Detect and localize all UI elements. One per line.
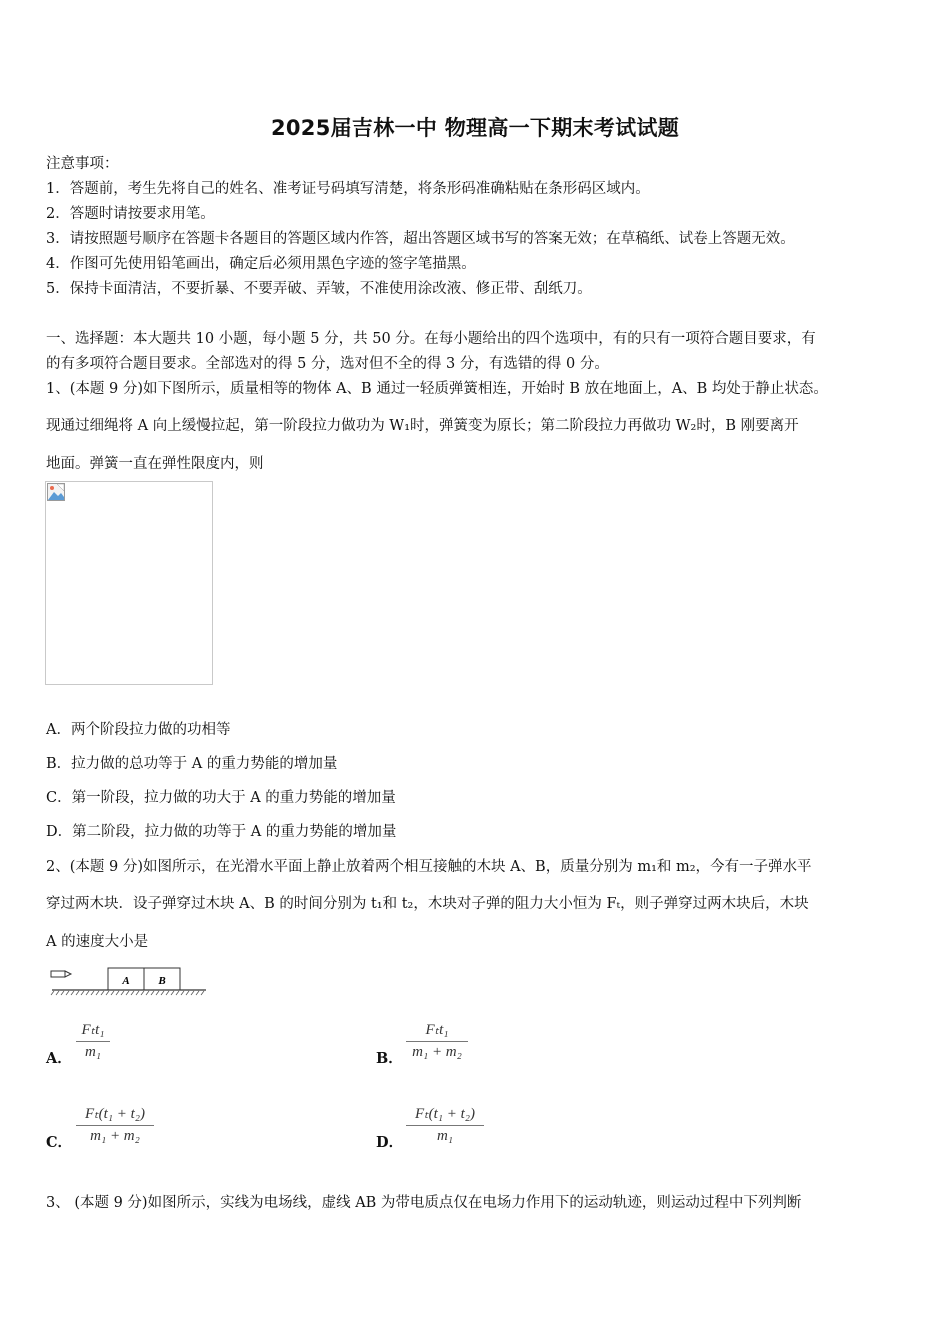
fraction-bar bbox=[406, 1041, 468, 1042]
question-1-text: 地面。弹簧一直在弹性限度内，则 bbox=[46, 456, 264, 472]
question-2-figure bbox=[48, 964, 210, 998]
fraction-denominator: m₁ bbox=[436, 1128, 454, 1144]
notice-heading: 注意事项： bbox=[46, 156, 119, 172]
fraction-numerator: Fₜ(t₁ + t₂) bbox=[415, 1106, 475, 1122]
notice-item: 3．请按照题号顺序在答题卡各题目的答题区域内作答，超出答题区域书写的答案无效；在草稿纸、试卷上答题无效。 bbox=[46, 231, 795, 247]
notice-item: 4．作图可先使用铅笔画出，确定后必须用黑色字迹的签字笔描黑。 bbox=[46, 256, 476, 272]
question-1-option-c: C．第一阶段，拉力做的功大于 A 的重力势能的增加量 bbox=[46, 790, 396, 806]
question-3-text: 3、 (本题 9 分)如图所示，实线为电场线，虚线 AB 为带电质点仅在电场力作用下的运动轨迹，则运动过程中下列判断 bbox=[46, 1195, 802, 1211]
fraction-bar bbox=[76, 1125, 154, 1126]
page-title: 2025届吉林一中 物理高一下期末考试试题 bbox=[270, 116, 680, 140]
notice-item: 5．保持卡面清洁，不要折暴、不要弄破、弄皱，不准使用涂改液、修正带、刮纸刀。 bbox=[46, 281, 592, 297]
question-2-option-c-label: C． bbox=[46, 1134, 73, 1151]
fraction-bar bbox=[76, 1041, 110, 1042]
notice-item: 1．答题前，考生先将自己的姓名、准考证号码填写清楚，将条形码准确粘贴在条形码区域内。 bbox=[46, 181, 650, 197]
question-1-text: 1、(本题 9 分)如下图所示，质量相等的物体 A、B 通过一轻质弹簧相连，开始时 B 放在地面上，A、B 均处于静止状态。 bbox=[46, 381, 828, 397]
broken-image-icon bbox=[47, 483, 65, 501]
section-intro: 的有多项符合题目要求。全部选对的得 5 分，选对但不全的得 3 分，有选错的得 0 分。 bbox=[46, 356, 609, 372]
fraction-denominator: m₁ + m₂ bbox=[90, 1128, 140, 1144]
question-2-option-b-formula bbox=[406, 1020, 468, 1061]
fraction-bar bbox=[406, 1125, 484, 1126]
fraction-numerator: Fₜt₁ bbox=[425, 1022, 449, 1038]
block-b-label: B bbox=[158, 975, 166, 987]
fraction-numerator: Fₜt₁ bbox=[81, 1022, 105, 1038]
question-1-text: 现通过细绳将 A 向上缓慢拉起，第一阶段拉力做功为 W₁时，弹簧变为原长；第二阶段拉力再做功 W₂时，B 刚要离开 bbox=[46, 418, 799, 434]
fraction-denominator: m₁ + m₂ bbox=[412, 1044, 462, 1060]
question-2-text: 2、(本题 9 分)如图所示，在光滑水平面上静止放着两个相互接触的木块 A、B，质量分别为 m₁和 m₂，今有一子弹水平 bbox=[46, 859, 812, 875]
question-2-text: A 的速度大小是 bbox=[46, 934, 149, 950]
fraction-denominator: m₁ bbox=[84, 1044, 102, 1060]
question-2-option-d-formula bbox=[406, 1104, 484, 1145]
question-2-option-c-formula bbox=[76, 1104, 154, 1145]
bullet-shape bbox=[51, 971, 71, 977]
section-intro: 一、选择题：本大题共 10 小题，每小题 5 分，共 50 分。在每小题给出的四个选项中，有的只有一项符合题目要求，有 bbox=[46, 331, 816, 347]
question-1-option-a: A．两个阶段拉力做的功相等 bbox=[46, 722, 231, 738]
question-2-option-a-label: A． bbox=[46, 1050, 72, 1067]
question-2-option-b-label: B． bbox=[376, 1050, 403, 1067]
question-1-option-d: D．第二阶段，拉力做的功等于 A 的重力势能的增加量 bbox=[46, 824, 397, 840]
block-a-label: A bbox=[122, 975, 130, 987]
question-1-figure-placeholder bbox=[45, 481, 213, 685]
question-1-option-b: B．拉力做的总功等于 A 的重力势能的增加量 bbox=[46, 756, 338, 772]
notice-item: 2．答题时请按要求用笔。 bbox=[46, 206, 215, 222]
question-2-text: 穿过两木块．设子弹穿过木块 A、B 的时间分别为 t₁和 t₂，木块对子弹的阻力大小恒为 Fₜ，则子弹穿过两木块后，木块 bbox=[46, 896, 809, 912]
fraction-numerator: Fₜ(t₁ + t₂) bbox=[85, 1106, 145, 1122]
question-2-option-a-formula bbox=[76, 1020, 110, 1061]
question-2-option-d-label: D． bbox=[376, 1134, 404, 1151]
ground-hatching bbox=[51, 991, 204, 995]
